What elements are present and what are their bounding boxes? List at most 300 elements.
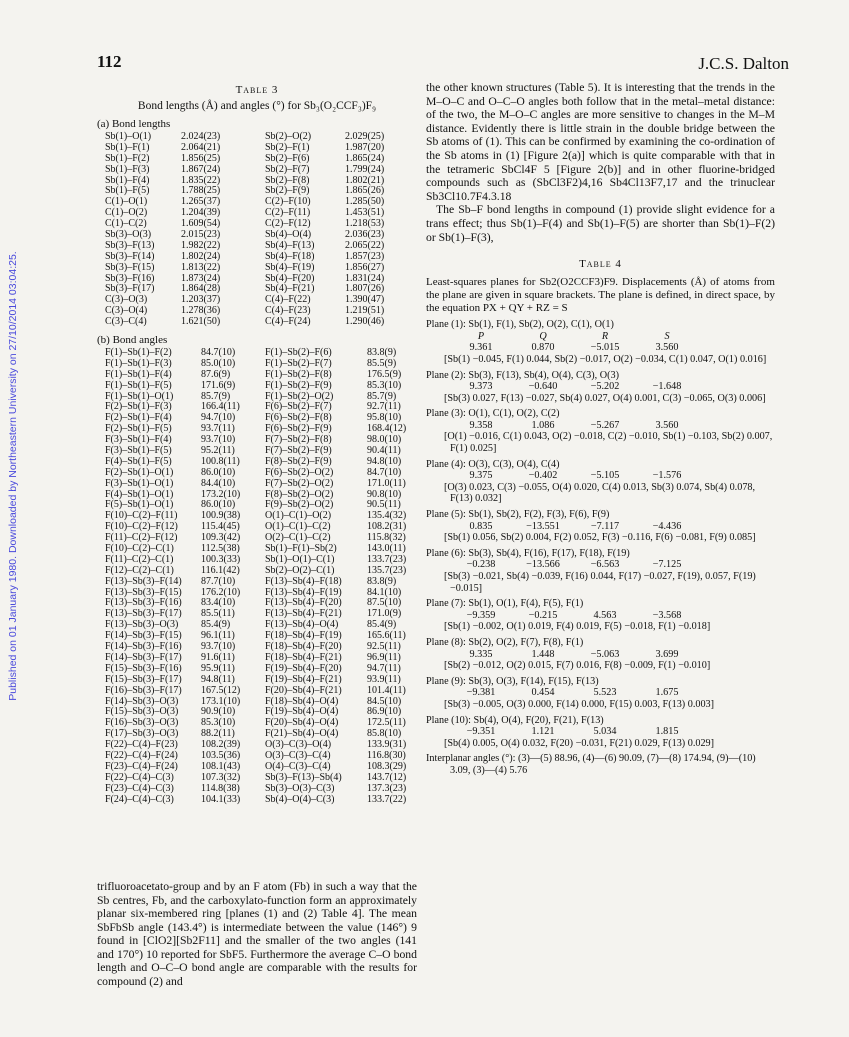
bond-value: 115.4(45) — [201, 521, 240, 533]
plane-coefficients — [426, 726, 775, 738]
bond-label: Sb(3)–F(17) — [105, 283, 155, 295]
table-3-title: Table 3 — [235, 84, 279, 96]
bond-label: F(10)–C(2)–F(11) — [105, 510, 178, 522]
bond-label: F(24)–C(4)–C(3) — [105, 793, 174, 805]
bond-value: 1.204(39) — [181, 207, 221, 219]
coefficient: 9.375 — [469, 470, 493, 482]
bond-label: F(18)–Sb(4)–F(20) — [265, 641, 342, 653]
coefficient: 1.086 — [531, 419, 555, 431]
bond-value: 93.7(10) — [201, 434, 236, 446]
plane-displacements: [Sb(3) 0.027, F(13) −0.027, Sb(4) 0.027, O(4) 0.001, C(3) −0.065, O(3) 0.006] — [444, 392, 766, 404]
bond-label: F(18)–Sb(4)–F(19) — [265, 630, 342, 642]
coefficient: −7.125 — [652, 559, 682, 571]
bond-value: 92.7(11) — [367, 401, 401, 413]
coefficient: −5.015 — [590, 342, 620, 354]
bond-label: F(13)–Sb(4)–F(19) — [265, 586, 342, 598]
plane-label: Plane (5): Sb(1), Sb(2), F(2), F(3), F(6), F(9) — [426, 509, 610, 521]
bond-label: F(1)–Sb(1)–F(4) — [105, 368, 172, 380]
bond-label: Sb(4)–O(4)–C(3) — [265, 793, 335, 805]
bond-value: 143.7(12) — [367, 771, 407, 783]
bond-label: Sb(4)–F(18) — [265, 250, 315, 262]
bond-label: F(11)–C(2)–F(12) — [105, 532, 178, 544]
bond-value: 100.9(38) — [201, 510, 241, 522]
bond-value: 1.867(24) — [181, 163, 221, 175]
bond-label: F(3)–Sb(1)–F(4) — [105, 434, 172, 446]
bond-value: 173.2(10) — [201, 488, 241, 500]
bond-value: 83.8(9) — [367, 347, 397, 358]
bond-value: 108.2(31) — [367, 521, 407, 533]
bond-label: F(12)–C(2)–C(1) — [105, 564, 174, 576]
plane-label: Plane (6): Sb(3), Sb(4), F(16), F(17), F(18), F(19) — [426, 547, 630, 559]
table-4-title: Table 4 — [579, 258, 622, 271]
bond-value: 1.788(25) — [181, 185, 221, 197]
bond-value: 85.7(9) — [201, 390, 231, 402]
bond-label: F(1)–Sb(1)–F(3) — [105, 357, 172, 369]
bond-value: 1.802(24) — [181, 250, 221, 262]
bond-value: 86.0(10) — [201, 499, 236, 511]
bond-value: 87.7(10) — [201, 575, 236, 587]
bond-value: 1.285(50) — [345, 196, 385, 208]
bond-value: 100.8(11) — [201, 455, 240, 467]
bond-value: 107.3(32) — [201, 771, 241, 783]
bond-value: 108.3(29) — [367, 760, 407, 772]
table-row — [265, 261, 385, 274]
bond-label: F(4)–Sb(1)–O(1) — [105, 488, 174, 500]
bond-label: F(13)–Sb(3)–F(16) — [105, 597, 182, 609]
bond-label: F(15)–Sb(3)–F(16) — [105, 662, 182, 674]
plane-coefficients — [426, 687, 775, 699]
bond-label: Sb(4)–O(4) — [265, 229, 312, 241]
bond-label: Sb(2)–F(8) — [265, 174, 310, 186]
bond-label: Sb(3)–F(15) — [105, 261, 155, 273]
plane-entry — [426, 319, 775, 365]
bond-label: F(2)–Sb(1)–F(3) — [105, 401, 172, 413]
bond-label: F(13)–Sb(3)–F(15) — [105, 586, 182, 598]
bond-label: Sb(3)–F(13)–Sb(4) — [265, 771, 342, 783]
coefficient: 9.335 — [469, 648, 493, 660]
plane-entry — [426, 459, 775, 505]
bond-label: Sb(2)–O(2)–C(1) — [265, 564, 335, 576]
bond-value: 1.799(24) — [345, 163, 385, 175]
bond-value: 1.807(26) — [345, 283, 385, 295]
plane-entry — [426, 408, 775, 454]
bond-lengths-table — [97, 132, 417, 328]
bond-value: 167.5(12) — [201, 684, 241, 696]
coefficient: −0.238 — [466, 559, 496, 571]
bond-value: 171.6(9) — [201, 379, 236, 391]
bond-label: O(1)–C(1)–O(2) — [265, 510, 332, 522]
plane-coefficients — [426, 559, 775, 571]
bond-label: Sb(3)–O(3) — [105, 229, 152, 241]
bond-label: Sb(1)–F(2) — [105, 152, 150, 164]
bond-value: 133.9(31) — [367, 739, 407, 751]
plane-label: Plane (7): Sb(1), O(1), F(4), F(5), F(1) — [426, 598, 584, 610]
plane-label: Plane (8): Sb(2), O(2), F(7), F(8), F(1) — [426, 636, 584, 648]
bond-value: 86.9(10) — [367, 706, 402, 718]
bond-label: F(8)–Sb(2)–O(2) — [265, 488, 334, 500]
bond-label: F(1)–Sb(2)–F(7) — [265, 357, 332, 369]
bond-value: 85.5(11) — [201, 608, 235, 620]
bond-value: 104.1(33) — [201, 793, 241, 805]
bond-value: 1.265(37) — [181, 196, 221, 208]
bond-value: 90.4(11) — [367, 445, 401, 457]
bond-label: F(1)–Sb(2)–F(9) — [265, 379, 332, 391]
bond-label: F(22)–C(4)–F(23) — [105, 739, 178, 751]
coefficient: −9.351 — [466, 726, 496, 738]
bond-value: 85.7(9) — [367, 390, 397, 402]
bond-value: 84.5(10) — [367, 695, 402, 707]
bond-value: 95.2(11) — [201, 445, 235, 457]
bond-label: Sb(1)–F(1) — [105, 141, 150, 153]
bond-label: F(2)–Sb(1)–F(4) — [105, 412, 172, 424]
bond-label: F(13)–Sb(4)–F(18) — [265, 575, 342, 587]
coefficient: 0.870 — [531, 342, 555, 354]
bond-label: O(4)–C(3)–C(4) — [265, 760, 331, 772]
bond-label: F(7)–Sb(2)–F(8) — [265, 434, 332, 446]
bond-label: Sb(4)–F(19) — [265, 261, 315, 273]
bond-label: C(3)–C(4) — [105, 316, 147, 328]
plane-entry — [426, 637, 775, 672]
pqrs-header — [426, 331, 775, 343]
bond-value: 91.6(11) — [201, 651, 235, 663]
bond-angles-label: (b) Bond angles — [97, 334, 168, 346]
bond-label: F(19)–Sb(4)–O(4) — [265, 706, 339, 718]
bond-label: F(20)–Sb(4)–O(4) — [265, 717, 339, 729]
bond-label: Sb(1)–F(5) — [105, 185, 150, 197]
table-row — [265, 684, 406, 697]
bond-value: 2.064(21) — [181, 141, 221, 153]
bond-value: 93.7(11) — [201, 423, 235, 435]
table-row — [105, 477, 236, 490]
coefficient: −7.117 — [590, 520, 620, 532]
bond-label: Sb(2)–F(9) — [265, 185, 310, 197]
bond-value: 85.0(10) — [201, 357, 236, 369]
watermark-text: Published on 01 January 1980. Downloaded by Northeastern University on 27/10/2014 03:04:25. — [7, 251, 19, 701]
bond-label: F(9)–Sb(2)–O(2) — [265, 499, 334, 511]
plane-label: Plane (9): Sb(3), O(3), F(14), F(15), F(13) — [426, 675, 599, 687]
bond-label: F(5)–Sb(1)–O(1) — [105, 499, 174, 511]
bond-label: C(2)–F(12) — [265, 218, 311, 230]
plane-coefficients — [426, 610, 775, 622]
table-row — [105, 673, 235, 686]
bond-value: 1.831(24) — [345, 272, 385, 284]
bond-value: 87.6(9) — [201, 368, 231, 380]
bond-value: 1.982(22) — [181, 239, 221, 251]
bond-value: 90.8(10) — [367, 488, 402, 500]
bond-label: F(18)–Sb(4)–F(21) — [265, 651, 342, 663]
bond-value: 171.0(9) — [367, 608, 402, 620]
bond-value: 94.8(11) — [201, 673, 235, 685]
coefficient: 4.563 — [593, 609, 617, 621]
table-row — [105, 316, 221, 328]
bond-label: Sb(1)–F(3) — [105, 163, 150, 175]
bond-label: F(6)–Sb(2)–F(7) — [265, 401, 332, 413]
bond-label: F(19)–Sb(4)–F(21) — [265, 673, 342, 685]
bond-value: 90.9(10) — [201, 706, 236, 718]
plane-label: Plane (1): Sb(1), F(1), Sb(2), O(2), C(1), O(1) — [426, 319, 614, 331]
plane-displacements: [Sb(1) 0.056, Sb(2) 0.004, F(2) 0.052, F(3) −0.116, F(6) −0.081, F(9) 0.085] — [444, 532, 756, 544]
bond-value: 135.7(23) — [367, 564, 407, 576]
bond-label: F(15)–Sb(3)–O(3) — [105, 706, 179, 718]
bond-value: 108.2(39) — [201, 739, 241, 751]
plane-entry — [426, 370, 775, 405]
bond-value: 94.8(10) — [367, 455, 402, 467]
bond-value: 135.4(32) — [367, 510, 407, 522]
bond-label: F(4)–Sb(1)–F(5) — [105, 455, 172, 467]
bond-label: F(1)–Sb(2)–F(8) — [265, 368, 332, 380]
bond-value: 133.7(23) — [367, 553, 407, 565]
bond-label: F(2)–Sb(1)–F(5) — [105, 423, 172, 435]
bond-value: 1.865(26) — [345, 185, 385, 197]
bond-value: 1.864(28) — [181, 283, 221, 295]
bond-value: 108.1(43) — [201, 760, 241, 772]
bond-label: F(2)–Sb(1)–O(1) — [105, 466, 174, 478]
coefficient: 9.361 — [469, 342, 493, 354]
bond-value: 84.4(10) — [201, 477, 236, 489]
bond-value: 176.2(10) — [201, 586, 241, 598]
plane-label: Plane (3): O(1), C(1), O(2), C(2) — [426, 408, 560, 420]
table-row — [265, 163, 385, 176]
bond-value: 1.621(50) — [181, 316, 221, 328]
body-text-left: trifluoroacetato-group and by an F atom (Fb) in such a way that the Sb centres, Fb, and the carboxylato-function form an approximately planar six-membered ring [planes (1) and (2) Table 4]. The mean SbFbSb angle (143.4°) is intermediate between the value (146°) 9 found in [ClO2][Sb2F11] and the smaller of the two angles (141 and 170°) 10 reported for SbF5. Furthermore the average C–O bond length and O–C–O bond angle are comparable with the results for compound (2) and — [97, 880, 417, 988]
table-3 — [97, 84, 417, 848]
bond-label: C(2)–F(10) — [265, 196, 311, 208]
bond-value: 109.3(42) — [201, 532, 241, 544]
bond-value: 95.9(11) — [201, 662, 235, 674]
bond-value: 1.835(22) — [181, 174, 221, 186]
bond-label: Sb(3)–O(3)–C(3) — [265, 782, 335, 794]
bond-value: 103.5(36) — [201, 749, 241, 761]
plane-coefficients — [426, 381, 775, 393]
table-row — [265, 379, 402, 392]
bond-lengths-left-column — [105, 131, 221, 328]
bond-value: 98.0(10) — [367, 434, 402, 446]
bond-value: 95.8(10) — [367, 412, 402, 424]
body-paragraph-1: the other known structures (Table 5). It is interesting that the trends in the M–O–C and O–C–O angles both follow that in the metal–metal distance: of the two, the M–O–C angles are more sensitive to changes in the M–M distance. Evidently there is little strain in the double bridge between the Sb atoms of (1). This can be confirmed by examining the co-ordination of the Sb atoms in (1) [Figure 2(a)] which is quite comparable with that in the tetrameric SbCl4F 5 [Figure 2(b)] and in other fluorine-bridged compounds such as (SbCl3F2)4,16 Sb4Cl13F7,17 and the trinuclear Sb3Cl10.7F4.3.18 — [426, 81, 775, 203]
bond-label: F(23)–C(4)–C(3) — [105, 782, 174, 794]
page-number: 112 — [97, 52, 122, 71]
table-row — [265, 771, 407, 784]
coefficient: −5.267 — [590, 419, 620, 431]
bond-label: F(1)–Sb(2)–F(6) — [265, 347, 332, 358]
bond-label: F(1)–Sb(2)–O(2) — [265, 390, 334, 402]
coefficient: −3.568 — [652, 609, 682, 621]
bond-label: F(1)–Sb(1)–F(2) — [105, 347, 172, 358]
plane-displacements: [O(1) −0.016, C(1) 0.043, O(2) −0.018, C(2) −0.010, Sb(1) −0.103, Sb(2) 0.007, F(1) 0.025] — [444, 431, 773, 455]
bond-value: 1.290(46) — [345, 316, 385, 328]
plane-entry — [426, 676, 775, 711]
plane-displacements: [Sb(4) 0.005, O(4) 0.032, F(20) −0.031, F(21) 0.029, F(13) 0.029] — [444, 737, 715, 749]
right-column — [426, 81, 775, 777]
bond-label: C(1)–O(1) — [105, 196, 148, 208]
download-watermark — [0, 0, 26, 1037]
bond-lengths-right-column — [265, 131, 385, 328]
bond-label: F(21)–Sb(4)–O(4) — [265, 728, 339, 740]
bond-label: F(11)–C(2)–C(1) — [105, 553, 174, 565]
bond-angles-left-column — [105, 347, 241, 805]
bond-label: F(13)–Sb(3)–O(3) — [105, 619, 179, 631]
bond-value: 176.5(9) — [367, 368, 402, 380]
bond-label: Sb(3)–F(13) — [105, 239, 155, 251]
plane-coefficients — [426, 521, 775, 533]
plane-displacements: [Sb(1) −0.002, O(1) 0.019, F(4) 0.019, F(5) −0.018, F(1) −0.018] — [444, 621, 711, 633]
bond-value: 1.278(36) — [181, 305, 221, 317]
bond-value: 83.8(9) — [367, 575, 397, 587]
coefficient: −5.063 — [590, 648, 620, 660]
bond-label: F(22)–C(4)–C(3) — [105, 771, 174, 783]
bond-label: F(22)–C(4)–F(24) — [105, 749, 178, 761]
bond-value: 85.4(9) — [367, 619, 397, 631]
bond-label: F(19)–Sb(4)–F(20) — [265, 662, 342, 674]
plane-entry — [426, 715, 775, 750]
bond-label: F(13)–Sb(4)–F(21) — [265, 608, 342, 620]
plane-displacements: [O(3) 0.023, C(3) −0.055, O(4) 0.020, C(4) 0.013, Sb(3) 0.074, Sb(4) 0.078, F(13) 0.032] — [444, 481, 756, 505]
bond-label: F(1)–Sb(1)–O(1) — [105, 390, 174, 402]
bond-label: F(8)–Sb(2)–F(9) — [265, 455, 332, 467]
bond-label: C(1)–O(2) — [105, 207, 148, 219]
bond-label: Sb(3)–F(16) — [105, 272, 155, 284]
bond-label: F(16)–Sb(3)–F(17) — [105, 684, 182, 696]
bond-value: 94.7(11) — [367, 662, 401, 674]
bond-label: F(10)–C(2)–F(12) — [105, 521, 178, 533]
pqrs-symbol: R — [601, 330, 609, 342]
bond-value: 1.865(24) — [345, 152, 385, 164]
table-row — [105, 575, 236, 588]
bond-value: 1.873(24) — [181, 272, 221, 284]
bond-value: 1.813(22) — [181, 261, 221, 273]
bond-label: F(20)–Sb(4)–F(21) — [265, 684, 342, 696]
table-row — [105, 793, 241, 806]
bond-label: F(13)–Sb(3)–F(17) — [105, 608, 182, 620]
bond-label: F(7)–Sb(2)–O(2) — [265, 477, 334, 489]
plane-label: Plane (2): Sb(3), F(13), Sb(4), O(4), C(3), O(3) — [426, 369, 619, 381]
bond-label: F(3)–Sb(1)–F(5) — [105, 445, 172, 457]
table-row — [105, 684, 241, 697]
bond-value: 1.453(51) — [345, 207, 385, 219]
bond-lengths-label: (a) Bond lengths — [97, 118, 171, 130]
bond-value: 85.3(10) — [201, 717, 236, 729]
bond-label: F(6)–Sb(2)–F(8) — [265, 412, 332, 424]
body-paragraph-2: The Sb–F bond lengths in compound (1) provide slight evidence for a trans effect; thus Sb(1)–F(4) and Sb(1)–F(5) are shorter than Sb(1)–F(2) or Sb(1)–F(3), — [426, 203, 775, 244]
coefficient: 9.358 — [469, 419, 493, 431]
interplanar-angles: Interplanar angles (°): (3)—(5) 88.96, (4)—(6) 90.09, (7)—(8) 174.94, (9)—(10) 3.09, (3)—(4) 5.76 — [426, 753, 756, 776]
bond-label: F(17)–Sb(3)–O(3) — [105, 728, 179, 740]
bond-value: 85.8(10) — [367, 728, 402, 740]
plane-label: Plane (4): O(3), C(3), O(4), C(4) — [426, 458, 560, 470]
bond-value: 2.015(23) — [181, 229, 221, 241]
bond-label: Sb(1)–F(1)–Sb(2) — [265, 543, 337, 555]
table-row — [265, 575, 397, 588]
bond-value: 2.036(23) — [345, 229, 385, 241]
bond-label: F(3)–Sb(1)–O(1) — [105, 477, 174, 489]
bond-angles-right-column — [265, 347, 407, 805]
bond-label: F(13)–Sb(3)–F(14) — [105, 575, 182, 587]
bond-label: Sb(2)–F(7) — [265, 163, 310, 175]
bond-value: 137.3(23) — [367, 782, 407, 794]
bond-value: 116.8(30) — [367, 749, 406, 761]
bond-label: Sb(1)–F(4) — [105, 174, 150, 186]
coefficient: −4.436 — [652, 520, 682, 532]
bond-value: 85.4(9) — [201, 619, 231, 631]
bond-label: Sb(3)–F(14) — [105, 250, 155, 262]
bond-value: 100.3(33) — [201, 553, 241, 565]
bond-value: 93.7(10) — [201, 641, 236, 653]
coefficient: 5.523 — [593, 687, 617, 699]
plane-coefficients — [426, 342, 775, 354]
bond-label: F(6)–Sb(2)–O(2) — [265, 466, 334, 478]
bond-label: F(14)–Sb(3)–F(15) — [105, 630, 182, 642]
coefficient: 0.835 — [469, 520, 493, 532]
bond-label: Sb(2)–O(2) — [265, 131, 312, 142]
table-row — [105, 261, 221, 274]
bond-label: Sb(2)–F(1) — [265, 141, 310, 153]
bond-label: O(3)–C(3)–O(4) — [265, 739, 332, 751]
bond-value: 171.0(11) — [367, 477, 406, 489]
table-row — [265, 782, 407, 795]
bond-value: 1.856(27) — [345, 261, 385, 273]
bond-value: 1.218(53) — [345, 218, 385, 230]
coefficient: 1.675 — [655, 687, 679, 699]
table-row — [265, 477, 406, 490]
bond-value: 1.857(23) — [345, 250, 385, 262]
bond-label: F(18)–Sb(4)–O(4) — [265, 695, 339, 707]
running-head: J.C.S. Dalton — [698, 54, 789, 73]
bond-value: 112.5(38) — [201, 543, 240, 555]
bond-label: F(13)–Sb(4)–F(20) — [265, 597, 342, 609]
plane-coefficients — [426, 420, 775, 432]
bond-value: 93.9(11) — [367, 673, 401, 685]
bond-value: 1.987(20) — [345, 141, 385, 153]
bond-label: Sb(4)–F(20) — [265, 272, 315, 284]
bond-label: Sb(1)–O(1) — [105, 131, 152, 142]
bond-value: 1.219(51) — [345, 305, 385, 317]
coefficient: −13.551 — [526, 520, 560, 532]
bond-label: F(16)–Sb(3)–O(3) — [105, 717, 179, 729]
planes-list — [426, 319, 775, 749]
coefficient: −5.202 — [590, 381, 620, 393]
coefficient: 5.034 — [593, 726, 617, 738]
coefficient: −0.402 — [528, 470, 558, 482]
bond-label: Sb(2)–F(6) — [265, 152, 310, 164]
bond-label: F(14)–Sb(3)–F(16) — [105, 641, 182, 653]
bond-label: Sb(1)–O(1)–C(1) — [265, 553, 335, 565]
bond-label: C(3)–O(4) — [105, 305, 148, 317]
coefficient: −0.215 — [528, 609, 558, 621]
bond-label: C(2)–F(11) — [265, 207, 311, 219]
bond-value: 2.029(25) — [345, 131, 385, 142]
coefficient: −0.640 — [528, 381, 558, 393]
plane-displacements: [Sb(1) −0.045, F(1) 0.044, Sb(2) −0.017, O(2) −0.034, C(1) 0.047, O(1) 0.016] — [444, 353, 767, 365]
bond-label: F(14)–Sb(3)–F(17) — [105, 651, 182, 663]
pqrs-symbol: Q — [539, 330, 547, 342]
coefficient: 9.373 — [469, 381, 493, 393]
bond-label: F(15)–Sb(3)–F(17) — [105, 673, 182, 685]
table-row — [105, 379, 236, 392]
bond-value: 87.5(10) — [367, 597, 402, 609]
plane-coefficients — [426, 470, 775, 482]
bond-value: 114.8(38) — [201, 782, 240, 794]
bond-value: 96.1(11) — [201, 630, 235, 642]
bond-value: 166.4(11) — [201, 401, 240, 413]
table-3-caption: Bond lengths (Å) and angles (°) for Sb₃(O₂CCF₃)F₉ — [137, 100, 377, 112]
bond-value: 86.0(10) — [201, 466, 236, 478]
coefficient: 1.448 — [531, 648, 555, 660]
table-row — [265, 673, 401, 686]
coefficient: −13.566 — [526, 559, 560, 571]
bond-value: 101.4(11) — [367, 684, 406, 696]
bond-label: O(2)–C(1)–C(2) — [265, 532, 331, 544]
coefficient: 3.560 — [655, 419, 679, 431]
